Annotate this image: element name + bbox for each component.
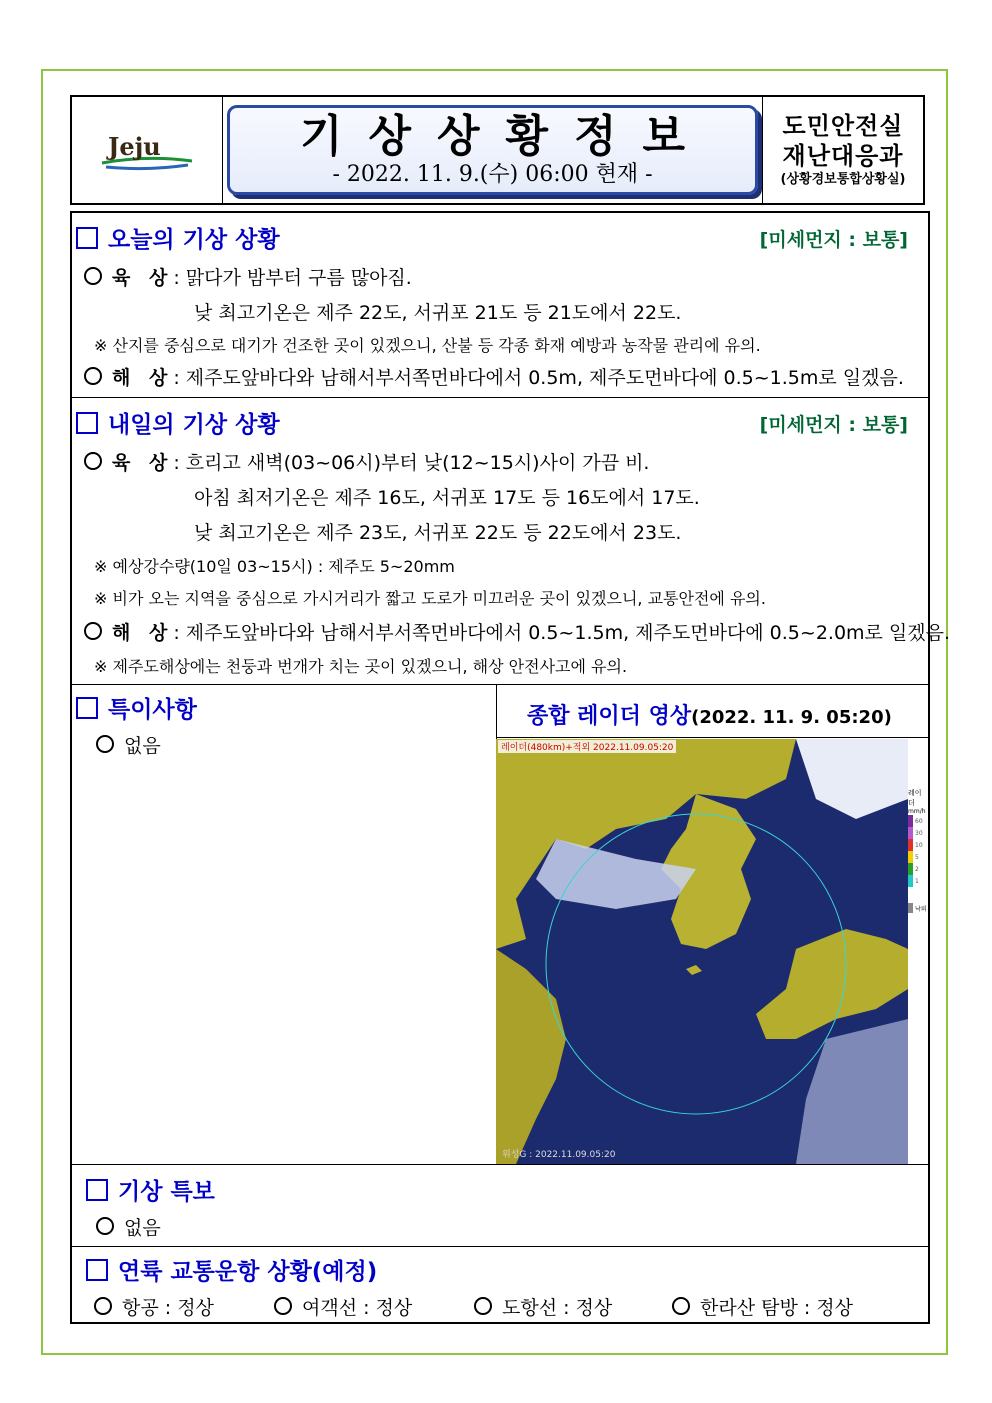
today-dust: [미세먼지 : 보통]: [759, 229, 908, 251]
traffic-item-hallasan: 한라산 탐방 : 정상: [672, 1293, 853, 1320]
tomorrow-sea: 해 상: 제주도앞바다와 남해서부서쪽먼바다에서 0.5~1.5m, 제주도먼바다에 0.5~2.0m로 일겠음.: [84, 618, 950, 645]
traffic-title: 연륙 교통운항 상황(예정): [86, 1253, 377, 1286]
radar-map: [496, 739, 908, 1164]
tomorrow-note2: ※ 비가 오는 지역을 중심으로 가시거리가 짧고 도로가 미끄러운 곳이 있겠으니, 교통안전에 유의.: [94, 589, 766, 608]
special-item: 없음: [96, 731, 161, 758]
tomorrow-land-line3: 낮 최고기온은 제주 23도, 서귀포 22도 등 22도에서 23도.: [194, 522, 682, 544]
today-note: ※ 산지를 중심으로 대기가 건조한 곳이 있겠으니, 산불 등 각종 화재 예방과 농작물 관리에 유의.: [94, 336, 761, 355]
legend-title: 레이더: [908, 789, 922, 807]
dept-line3: (상황경보통합상황실): [780, 172, 906, 187]
legend-value: 2: [915, 865, 919, 873]
legend-scale: [908, 815, 928, 887]
radar-title: 종합 레이더 영상(2022. 11. 9. 05:20): [527, 704, 892, 729]
legend-swatch: [908, 815, 913, 827]
legend-row: [908, 815, 928, 827]
legend-row: [908, 827, 928, 839]
today-land-line2: 낮 최고기온은 제주 22도, 서귀포 21도 등 21도에서 22도.: [194, 302, 682, 324]
warning-title: 기상 특보: [86, 1173, 215, 1206]
checkbox-icon: [86, 1259, 108, 1281]
divider: [496, 737, 928, 738]
department: [763, 97, 923, 203]
legend-lightning: [908, 903, 928, 913]
legend-value: 10: [915, 841, 923, 849]
dept-line2: 재난대응과: [782, 142, 904, 170]
circle-icon: [96, 1217, 114, 1235]
page-subtitle: - 2022. 11. 9.(수) 06:00 현재 -: [332, 162, 653, 187]
today-sea: 해 상: 제주도앞바다와 남해서부서쪽먼바다에서 0.5m, 제주도먼바다에 0.5~1.5m로 일겠음.: [84, 363, 904, 390]
legend-row: [908, 851, 928, 863]
tomorrow-note1: ※ 예상강수량(10일 03~15시) : 제주도 5~20mm: [94, 557, 455, 576]
circle-icon: [96, 735, 114, 753]
section-warning: [72, 1165, 928, 1247]
circle-icon: [84, 622, 102, 640]
tomorrow-note3: ※ 제주도해상에는 천둥과 번개가 치는 곳이 있겠으니, 해상 안전사고에 유의.: [94, 657, 628, 676]
today-title: 오늘의 기상 상황: [76, 221, 280, 254]
tomorrow-land: 육 상: 흐리고 새벽(03~06시)부터 낮(12~15시)사이 가끔 비.: [84, 448, 649, 475]
checkbox-icon: [76, 697, 98, 719]
legend-value: 60: [915, 817, 923, 825]
legend-value: 1: [915, 877, 919, 885]
special-title: 특이사항: [76, 691, 197, 724]
jeju-logo-icon: [92, 125, 202, 175]
legend-row: [908, 875, 928, 887]
jeju-logo: [72, 97, 223, 203]
legend-row: [908, 839, 928, 851]
traffic-item-ferry: 여객선 : 정상: [274, 1293, 412, 1320]
circle-icon: [672, 1297, 690, 1315]
tomorrow-land-line2: 아침 최저기온은 제주 16도, 서귀포 17도 등 16도에서 17도.: [194, 487, 700, 509]
legend-unit: mm/h: [908, 808, 926, 815]
legend-extra: 낙뢰: [915, 905, 927, 913]
dept-line1: 도민안전실: [782, 112, 904, 140]
main-table: [70, 211, 951, 1324]
today-land: 육 상: 맑다가 밤부터 구름 많아짐.: [84, 263, 412, 290]
legend-value: 30: [915, 829, 923, 837]
radar-legend: [908, 788, 928, 913]
circle-icon: [274, 1297, 292, 1315]
logo-text: Jeju: [108, 132, 161, 161]
title-box: [227, 105, 758, 195]
checkbox-icon: [76, 227, 98, 249]
header: [70, 95, 925, 205]
legend-row: [908, 863, 928, 875]
circle-icon: [474, 1297, 492, 1315]
circle-icon: [84, 367, 102, 385]
tomorrow-dust: [미세먼지 : 보통]: [759, 414, 908, 436]
circle-icon: [84, 267, 102, 285]
traffic-item-air: 항공 : 정상: [94, 1293, 214, 1320]
tomorrow-title: 내일의 기상 상황: [76, 406, 280, 439]
section-traffic: [72, 1247, 928, 1322]
radar-caption: 레이더(480km)+적외 2022.11.09.05:20: [498, 740, 676, 753]
warning-item: 없음: [96, 1213, 161, 1240]
legend-swatch: [908, 851, 913, 863]
checkbox-icon: [86, 1179, 108, 1201]
radar-image: [496, 739, 908, 1164]
legend-swatch: [908, 839, 913, 851]
circle-icon: [84, 452, 102, 470]
legend-value: 5: [915, 853, 919, 861]
section-tomorrow: [72, 398, 951, 685]
circle-icon: [94, 1297, 112, 1315]
radar-footer: 위성G : 2022.11.09.05:20: [502, 1150, 616, 1160]
legend-swatch: [908, 827, 913, 839]
page-title: 기상상황정보: [299, 111, 712, 162]
traffic-item-island-ferry: 도항선 : 정상: [474, 1293, 612, 1320]
title-cell: [223, 97, 763, 203]
section-today: [72, 213, 928, 398]
legend-swatch: [908, 875, 913, 887]
legend-swatch: [908, 903, 913, 913]
legend-swatch: [908, 863, 913, 875]
checkbox-icon: [76, 412, 98, 434]
